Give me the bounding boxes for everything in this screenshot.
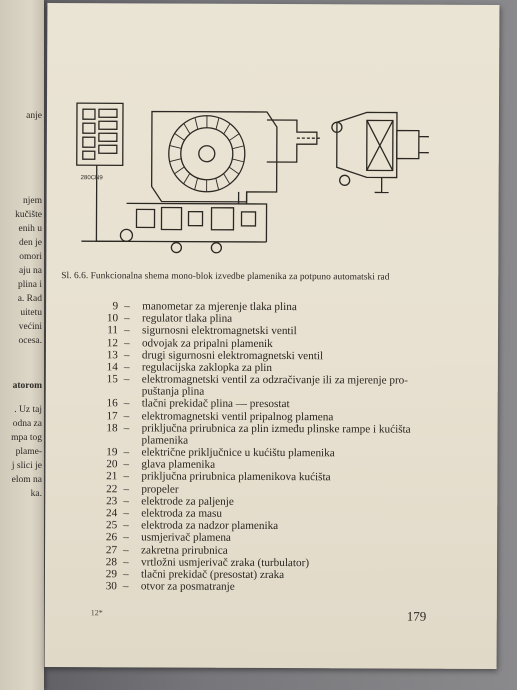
legend-item	[96, 324, 476, 338]
legend-item	[95, 519, 475, 533]
left-page-text: kučište	[15, 210, 42, 220]
legend-item-dash: –	[123, 324, 130, 337]
legend-item-number: 11	[107, 324, 119, 337]
legend-item-number: 15	[106, 373, 118, 386]
legend-item-number: 23	[106, 495, 118, 508]
legend-item-description: propeler	[141, 483, 179, 496]
legend-item-number: 28	[105, 556, 118, 569]
legend-item	[96, 300, 476, 314]
legend-item-dash: –	[124, 312, 130, 325]
legend-item-dash: –	[123, 446, 130, 459]
legend-item-number: 9	[112, 300, 119, 313]
legend-item-number: 20	[106, 458, 118, 471]
legend-item-description: vrtložni usmjerivač zraka (turbulator)	[140, 556, 310, 569]
legend-item	[96, 397, 476, 411]
legend-item-description: elektroda za masu	[141, 507, 223, 520]
legend-item-description: priključna prirubnica za plin između plinske rampe i kućišta	[141, 422, 411, 436]
legend-item-number: 29	[105, 568, 117, 581]
left-page-text: uitetu	[20, 308, 42, 318]
legend-item-description: elektrode za paljenje	[141, 495, 234, 508]
legend-item-dash: –	[123, 519, 129, 532]
legend-item-dash: –	[123, 397, 130, 410]
legend-item-description: regulator tlaka plina	[142, 312, 233, 326]
legend-item	[95, 580, 475, 594]
legend-item	[95, 507, 475, 520]
legend-item-dash: –	[123, 470, 130, 483]
left-page-text: enih u	[18, 224, 42, 234]
right-page	[45, 3, 500, 669]
legend-item-number: 27	[105, 543, 118, 556]
left-page-edge	[0, 0, 44, 690]
legend-item-description: drugi sigurnosni elektromagnetski ventil	[141, 349, 324, 363]
legend-item-description: tlačni prekidač plina — presostat	[141, 397, 290, 411]
legend-item-description: otvor za posmatranje	[140, 580, 235, 594]
legend-item-description: manometar za mjerenje tlaka plina	[142, 300, 297, 314]
legend-item-number: 24	[106, 507, 118, 520]
legend-item-description: odvojak za pripalni plamenik	[141, 337, 273, 350]
legend-item	[95, 495, 475, 508]
legend-item-dash: –	[122, 568, 129, 581]
legend-item-description: zakretna prirubnica	[141, 544, 228, 557]
signature-mark: 12*	[90, 608, 103, 618]
legend-item-number: 21	[106, 470, 118, 483]
legend-item	[96, 409, 476, 423]
legend-item-number: 12	[106, 336, 118, 349]
legend-item-description: elektromagnetski ventil pripalnog plamena	[141, 410, 334, 423]
left-page-text: većini	[18, 322, 42, 332]
legend-item-continuation: puštanja plina	[141, 385, 205, 398]
left-page-text: den je	[19, 238, 42, 248]
legend-item-description: usmjerivač plamena	[141, 531, 231, 545]
left-page-text: odna za	[12, 419, 42, 429]
legend-item-number: 25	[105, 519, 118, 532]
legend-item-description: električne priključnice u kućištu plamenika	[141, 446, 335, 460]
left-page-text: aju na	[19, 266, 42, 276]
burner-schematic-figure	[66, 91, 437, 265]
left-page-text: j slici je	[11, 461, 42, 471]
legend-item	[96, 349, 476, 363]
legend-item-number: 10	[106, 312, 119, 325]
legend-item-number: 30	[105, 580, 117, 593]
legend-item-description: elektromagnetski ventil za odzračivanje ili za mjerenje pro-	[141, 373, 409, 387]
legend-item-dash: –	[123, 531, 129, 544]
legend-item	[95, 556, 475, 569]
legend-item	[95, 531, 475, 545]
legend-item	[95, 543, 475, 557]
legend-item-dash: –	[122, 580, 129, 593]
legend-item	[96, 422, 476, 447]
legend-item-description: regulacijska zaklopka za plin	[141, 361, 273, 375]
legend-item-number: 26	[105, 531, 118, 544]
legend-item-number: 22	[106, 482, 118, 495]
legend-item-dash: –	[123, 482, 129, 495]
legend-item-description: tlačni prekidač (presostat) zraka	[140, 568, 285, 582]
legend-item-dash: –	[123, 495, 129, 508]
left-page-text: ocesa.	[18, 336, 42, 346]
legend-item	[96, 446, 476, 460]
page-number: 179	[406, 608, 427, 624]
control-panel-shape	[77, 103, 123, 165]
legend-item-continuation: plamenika	[141, 434, 189, 447]
left-page-text: . Uz taj	[14, 405, 42, 415]
burner-tube-shape	[267, 120, 317, 162]
motor-shape	[397, 131, 419, 159]
left-page-text: anje	[26, 111, 42, 121]
left-page-text: plame-	[15, 447, 42, 457]
legend-item-dash: –	[122, 556, 129, 569]
legend-item-number: 17	[106, 409, 118, 422]
legend-item-number: 14	[106, 361, 118, 374]
legend-item-description: elektroda za nadzor plamenika	[141, 519, 279, 533]
left-page-text: ka.	[30, 489, 42, 499]
legend-item-description: sigurnosni elektromagnetski ventil	[141, 324, 297, 338]
diagram-side-label: 280СN9	[80, 175, 103, 182]
component-legend	[96, 300, 476, 594]
left-page-text: elom na	[11, 475, 42, 485]
legend-item-dash: –	[123, 422, 130, 435]
left-page-text: omori	[19, 252, 42, 262]
legend-item-dash: –	[123, 507, 129, 520]
legend-item-number: 16	[106, 397, 118, 410]
legend-item-dash: –	[123, 336, 130, 349]
legend-item-dash: –	[123, 409, 130, 422]
legend-item-number: 13	[106, 349, 118, 362]
left-page-text: a. Rad	[17, 294, 42, 304]
legend-item-number: 19	[106, 446, 118, 459]
left-page-text: mpa tog	[11, 433, 42, 443]
figure-caption: Sl. 6.6. Funkcionalna shema mono-blok izvedbe plamenika za potpuno automatski rad	[61, 271, 390, 283]
legend-item-dash: –	[123, 543, 129, 556]
legend-item-description: glava plamenika	[141, 458, 216, 471]
legend-item-dash: –	[123, 458, 130, 471]
legend-item	[96, 373, 476, 398]
legend-item-dash: –	[123, 373, 130, 386]
legend-item-dash: –	[123, 349, 130, 362]
left-page-heading: atorom	[12, 381, 42, 391]
legend-item-dash: –	[123, 361, 130, 374]
legend-item	[95, 470, 475, 484]
left-page-text: plina i	[17, 280, 42, 290]
legend-item-dash: –	[124, 300, 130, 313]
legend-item-number: 18	[106, 422, 118, 435]
legend-item-description: priključna prirubnica plamenikova kućišta	[141, 470, 331, 484]
left-page-text: njem	[23, 196, 42, 206]
